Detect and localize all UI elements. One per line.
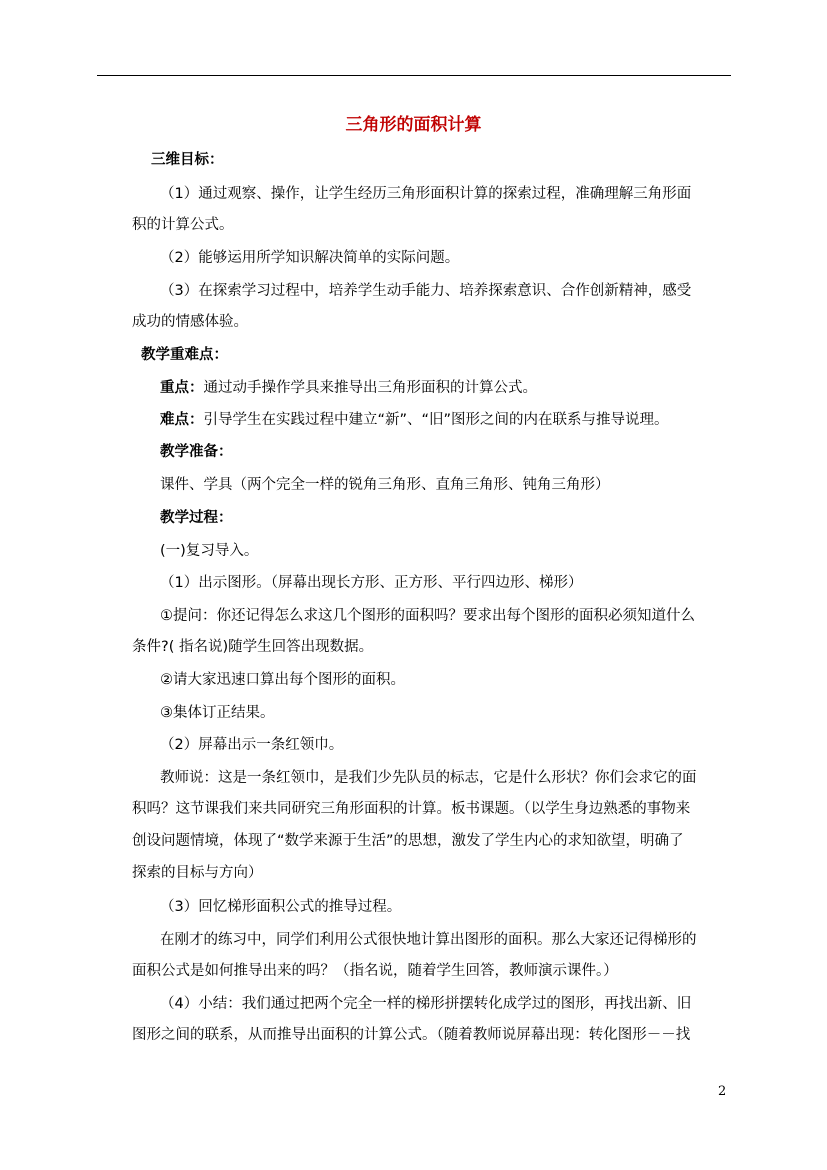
difficulty-text: 引导学生在实践过程中建立“新”、“旧”图形之间的内在联系与推导说理。 [203, 412, 669, 428]
paragraph-line: ③集体订正结果。 [160, 705, 275, 721]
page-number: 2 [718, 1084, 727, 1099]
paragraph-line: (一)复习导入。 [160, 543, 259, 559]
paragraph-line: 创设问题情境，体现了“数学来源于生活”的思想，激发了学生内心的求知欲望，明确了 [132, 833, 684, 849]
section-heading-key-points: 教学重难点： [141, 347, 228, 363]
key-point-text: 通过动手操作学具来推导出三角形面积的计算公式。 [203, 380, 537, 396]
section-heading-preparation: 教学准备： [160, 444, 233, 460]
paragraph-line: （1）通过观察、操作，让学生经历三角形面积计算的探索过程，准确理解三角形面 [160, 186, 692, 202]
paragraph-line: （4）小结：我们通过把两个完全一样的梯形拼摆转化成学过的图形，再找出新、旧 [160, 996, 692, 1012]
paragraph-line: （2）屏幕出示一条红领巾。 [160, 737, 344, 753]
paragraph-line: 成功的情感体验。 [132, 314, 248, 330]
paragraph-line: （2）能够运用所学知识解决简单的实际问题。 [160, 250, 460, 266]
document-title: 三角形的面积计算 [345, 115, 482, 135]
paragraph-line: 面积公式是如何推导出来的吗？（指名说，随着学生回答，教师演示课件。） [132, 963, 618, 979]
paragraph-line [160, 410, 669, 430]
header-rule [97, 75, 731, 76]
section-heading-process: 教学过程： [160, 510, 233, 526]
key-point-label: 重点： [160, 380, 204, 396]
paragraph-line: ①提问：你还记得怎么求这几个图形的面积吗？要求出每个图形的面积必须知道什么 [160, 608, 695, 624]
paragraph-line: （1）出示图形。（屏幕出现长方形、正方形、平行四边形、梯形） [160, 575, 583, 591]
paragraph-line: 积吗？这节课我们来共同研究三角形面积的计算。板书课题。（以学生身边熟悉的事物来 [132, 801, 691, 817]
difficulty-label: 难点： [160, 412, 204, 428]
paragraph-line: 图形之间的联系，从而推导出面积的计算公式。（随着教师说屏幕出现：转化图形－－找 [132, 1027, 691, 1043]
paragraph-line: 教师说：这是一条红领巾，是我们少先队员的标志，它是什么形状？你们会求它的面 [160, 770, 697, 786]
paragraph-line [160, 378, 537, 398]
paragraph-line: （3）在探索学习过程中，培养学生动手能力、培养探索意识、合作创新精神，感受 [160, 283, 692, 299]
paragraph-line: 课件、学具（两个完全一样的锐角三角形、直角三角形、钝角三角形） [160, 477, 610, 493]
paragraph-line: ②请大家迅速口算出每个图形的面积。 [160, 672, 405, 688]
paragraph-line: 条件?( 指名说)随学生回答出现数据。 [132, 639, 374, 655]
paragraph-line: （3）回忆梯形面积公式的推导过程。 [160, 899, 402, 915]
paragraph-line: 积的计算公式。 [132, 217, 234, 233]
paragraph-line: 探索的目标与方向） [132, 865, 263, 881]
section-heading-objectives: 三维目标： [151, 152, 224, 168]
paragraph-line: 在刚才的练习中，同学们利用公式很快地计算出图形的面积。那么大家还记得梯形的 [160, 932, 697, 948]
